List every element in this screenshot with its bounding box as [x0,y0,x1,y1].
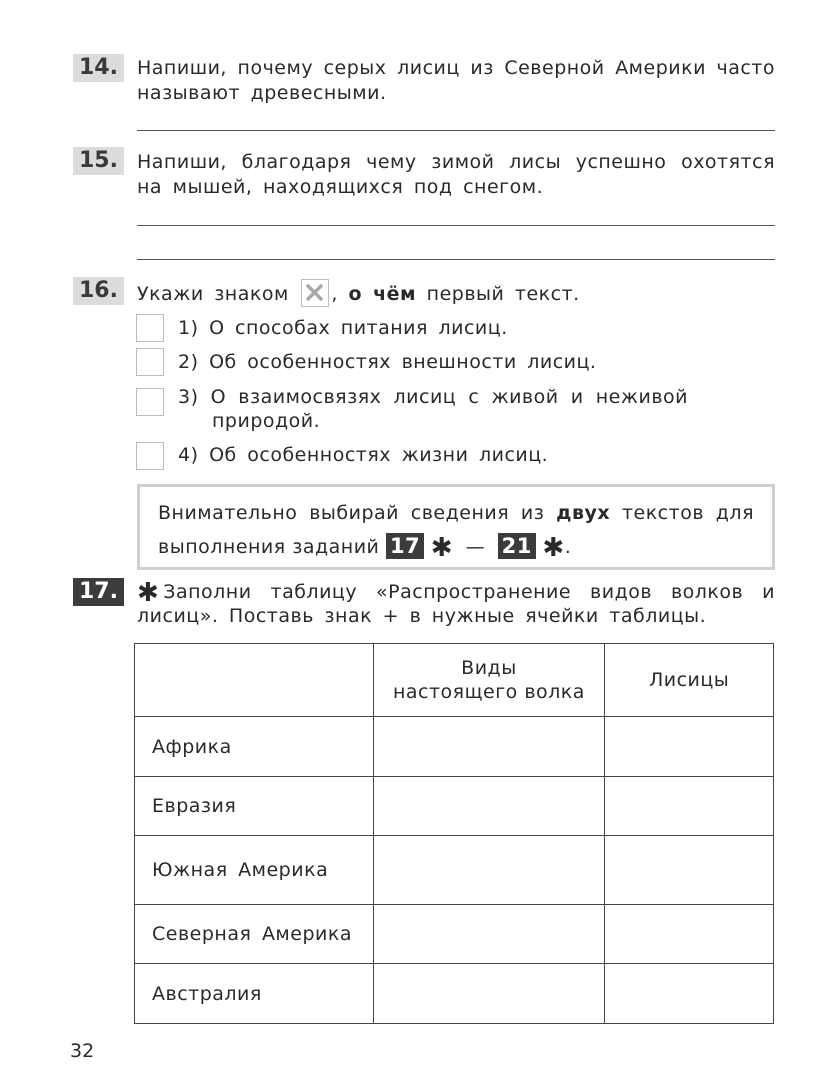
table-row-label: Австралия [135,964,374,1024]
option-4 [178,443,548,468]
question-16-suffix: первый текст. [426,283,580,305]
table-cell-fox[interactable] [605,905,774,964]
table-header-foxes: Лисицы [605,644,774,717]
table-cell-fox[interactable] [605,964,774,1024]
option-1 [178,316,508,341]
question-16-prefix: Укажи знаком [137,283,289,305]
page-number: 32 [70,1040,95,1062]
option-4-num: 4) [178,444,199,466]
question-16-comma: , [331,283,338,305]
table-row [135,964,774,1024]
option-3-checkbox[interactable] [136,388,164,416]
table-cell-wolf[interactable] [373,717,605,777]
question-17-text: Заполни таблицу «Распространение видов волков и [163,581,775,603]
table-row-label: Южная Америка [135,836,374,905]
question-16-bold: о чём [348,283,417,305]
table-cell-wolf[interactable] [373,777,605,836]
option-3-text: О взаимосвязях лисиц с живой и неживой [210,386,688,408]
table-cell-fox[interactable] [605,777,774,836]
option-3-line1 [178,385,688,410]
table-cell-wolf[interactable] [373,836,605,905]
table-header-wolf [373,644,605,717]
note-text-a: Внимательно выбирай сведения из [158,502,545,524]
option-4-checkbox[interactable] [136,442,164,470]
table-row-label: Северная Америка [135,905,374,964]
distribution-table [134,643,774,1024]
table-row [135,777,774,836]
option-2-num: 2) [178,351,199,373]
table-row [135,836,774,905]
question-15-line2: на мышей, находящихся под снегом. [137,176,544,198]
table-header-row [135,644,774,717]
note-bold: двух [556,502,611,524]
question-15-line1: Напиши, благодаря чему зимой лисы успешно охотятся [137,151,775,173]
table-row-label: Африка [135,717,374,777]
table-row-label: Евразия [135,777,374,836]
answer-line-15b[interactable] [137,259,775,260]
option-1-checkbox[interactable] [136,314,164,342]
table-header-wolf-line1: Виды [461,657,517,679]
note-line1 [158,501,754,526]
question-number-14: 14. [73,54,124,82]
task-tag-to: 21 [498,533,536,559]
cross-mark-icon [301,279,329,307]
option-2-text: Об особенностях внешности лисиц. [209,351,597,373]
note-dash: — [465,536,486,558]
task-tag-from: 17 [386,533,424,559]
answer-line-15a[interactable] [137,225,775,226]
question-17-line1 [137,578,775,608]
option-2 [178,350,596,375]
note-period: . [564,536,572,558]
option-1-num: 1) [178,317,199,339]
option-3-num: 3) [178,386,199,408]
question-16-text [137,279,580,307]
note-text-b: текстов для [621,502,755,524]
question-number-16: 16. [73,277,124,305]
question-14-line2: называют древесными. [137,82,387,104]
table-cell-wolf[interactable] [373,964,605,1024]
table-cell-fox[interactable] [605,717,774,777]
star-icon: ✱ [137,578,160,608]
note-text-c: выполнения заданий [158,536,380,558]
option-3-line2: природой. [212,410,321,432]
instruction-note-box [137,484,775,570]
option-2-checkbox[interactable] [136,348,164,376]
question-14-line1: Напиши, почему серых лисиц из Северной Америки часто [137,57,775,79]
table-row [135,905,774,964]
star-icon: ✱ [430,533,454,563]
question-17-line2: лисиц». Поставь знак + в нужные ячейки таблицы. [137,605,707,627]
question-number-17: 17. [73,578,124,606]
question-number-15: 15. [73,147,124,175]
table-header-wolf-line2: настоящего волка [392,681,585,703]
table-cell-fox[interactable] [605,836,774,905]
option-4-text: Об особенностях жизни лисиц. [209,444,549,466]
table-header-empty [135,644,374,717]
note-line2 [158,533,571,561]
table-row [135,717,774,777]
star-icon: ✱ [542,533,565,563]
option-1-text: О способах питания лисиц. [209,317,508,339]
table-cell-wolf[interactable] [373,905,605,964]
answer-line-14[interactable] [137,130,775,131]
